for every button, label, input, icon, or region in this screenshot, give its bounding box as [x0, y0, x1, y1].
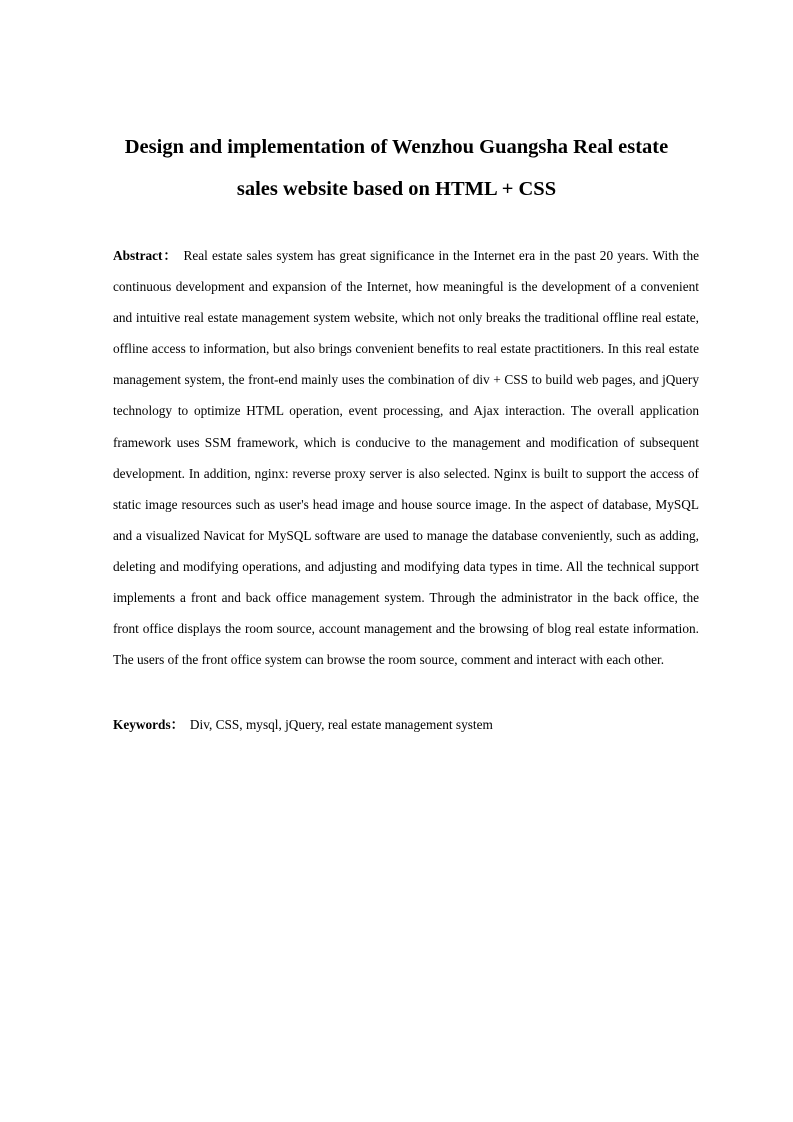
- abstract-paragraph: [113, 240, 699, 675]
- paper-title-line-1: Design and implementation of Wenzhou Guangsha Real estate: [124, 136, 669, 158]
- keywords-text: Div, CSS, mysql, jQuery, real estate management system: [189, 717, 493, 732]
- abstract-text: Real estate sales system has great significance in the Internet era in the past 20 years. With the continuous development and expansion of the Internet, how meaningful is the development of a convenient and intuitive real estate management system website, which not only breaks the traditional offline real estate, offline access to information, but also brings convenient benefits to real estate practitioners. In this real estate management system, the front-end mainly uses the combination of div + CSS to build web pages, and jQuery technology to optimize HTML operation, event processing, and Ajax interaction. The overall application framework uses SSM framework, which is conducive to the management and modification of subsequent development. In addition, nginx: reverse proxy server is also selected. Nginx is built to support the access of static image resources such as user's head image and house source image. In the aspect of database, MySQL and a visualized Navicat for MySQL software are used to manage the database conveniently, such as adding, deleting and modifying operations, and adjusting and modifying data types in time. All the technical support implements a front and back office management system. Through the administrator in the back office, the front office displays the room source, account management and the browsing of blog real estate information. The users of the front office system can browse the room source, comment and interact with each other.: [113, 248, 700, 668]
- paper-title-line-2: sales website based on HTML + CSS: [236, 178, 557, 200]
- keywords-label: Keywords：: [113, 717, 184, 732]
- keywords-paragraph: [113, 709, 699, 740]
- abstract-label: Abstract：: [113, 248, 178, 263]
